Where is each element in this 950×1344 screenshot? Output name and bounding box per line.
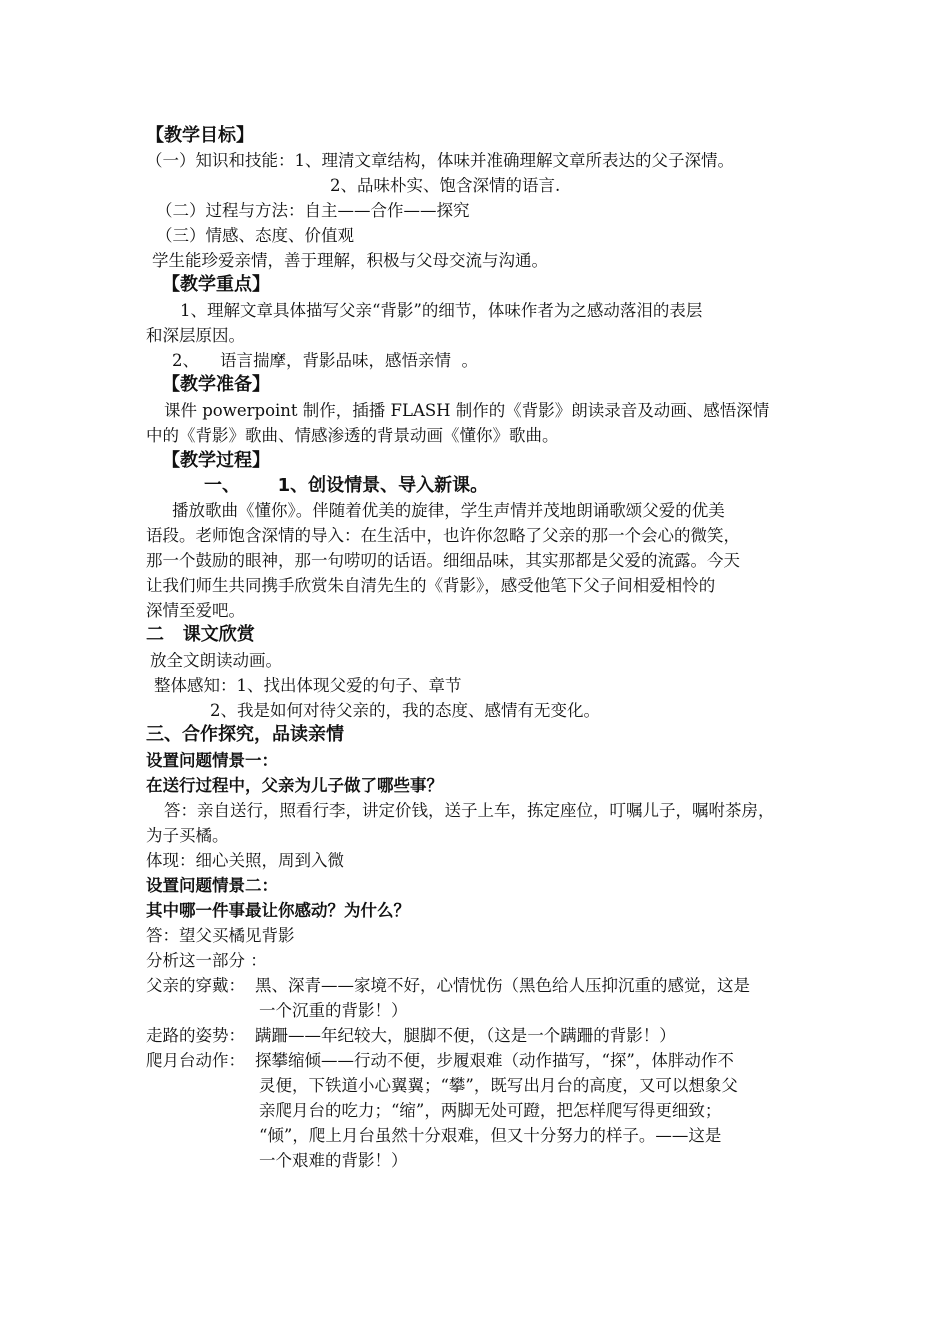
climb-text-1: 探攀缩倾——行动不便，步履艰难（动作描写，“探”，体胖动作不 bbox=[255, 1051, 734, 1070]
scene-1-reflection: 体现：细心关照，周到入微 bbox=[146, 851, 344, 870]
step-2-perceive: 整体感知：1、找出体现父爱的句子、章节 bbox=[154, 676, 462, 695]
intro-line-5: 深情至爱吧。 bbox=[146, 601, 245, 620]
dress-label: 父亲的穿戴： bbox=[146, 976, 245, 995]
scene-1-answer-1: 答：亲自送行，照看行李，讲定价钱，送子上车，拣定座位，叮嘱儿子，嘱咐茶房， bbox=[164, 801, 775, 820]
step-1-title: 一、 1、创设情景、导入新课。 bbox=[204, 475, 489, 496]
objective-method: （二）过程与方法：自主——合作——探究 bbox=[156, 201, 470, 220]
scene-2-question: 其中哪一件事最让你感动？为什么？ bbox=[146, 901, 410, 920]
scene-2-label: 设置问题情景二： bbox=[146, 876, 278, 895]
intro-line-4: 让我们师生共同携手欣赏朱自清先生的《背影》，感受他笔下父子间相爱相怜的 bbox=[146, 576, 716, 595]
preparation-line-1: 课件 powerpoint 制作，插播 FLASH 制作的《背影》朗读录音及动画、感悟深情 bbox=[164, 401, 770, 420]
step-2-play: 放全文朗读动画。 bbox=[150, 651, 282, 670]
heading-process: 【教学过程】 bbox=[162, 450, 270, 471]
walk-text-1: 蹒跚——年纪较大，腿脚不便，（这是一个蹒跚的背影！） bbox=[255, 1026, 676, 1045]
objective-emotion-text: 学生能珍爱亲情，善于理解，积极与父母交流与沟通。 bbox=[152, 251, 548, 270]
heading-key-points: 【教学重点】 bbox=[162, 274, 270, 295]
key-point-2: 2、 语言揣摩，背影品味，感悟亲情 。 bbox=[172, 351, 478, 370]
climb-label: 爬月台动作： bbox=[146, 1051, 245, 1070]
scene-1-answer-2: 为子买橘。 bbox=[146, 826, 229, 845]
intro-line-2: 语段。老师饱含深情的导入：在生活中，也许你忽略了父亲的那一个会心的微笑， bbox=[146, 526, 740, 545]
climb-text-3: 亲爬月台的吃力；“缩”，两脚无处可蹬，把怎样爬写得更细致； bbox=[259, 1101, 722, 1120]
intro-line-3: 那一个鼓励的眼神，那一句唠叨的话语。细细品味，其实那都是父爱的流露。今天 bbox=[146, 551, 740, 570]
climb-text-4: “倾”，爬上月台虽然十分艰难，但又十分努力的样子。——这是 bbox=[259, 1126, 722, 1145]
scene-1-label: 设置问题情景一： bbox=[146, 751, 278, 770]
dress-text-1: 黑、深青——家境不好，心情忧伤（黑色给人压抑沉重的感觉，这是 bbox=[255, 976, 750, 995]
scene-1-question: 在送行过程中，父亲为儿子做了哪些事？ bbox=[146, 776, 443, 795]
climb-text-5: 一个艰难的背影！） bbox=[259, 1151, 408, 1170]
step-2-title: 二 课文欣赏 bbox=[146, 624, 255, 645]
climb-text-2: 灵便，下铁道小心翼翼；“攀”，既写出月台的高度，又可以想象父 bbox=[259, 1076, 738, 1095]
heading-preparation: 【教学准备】 bbox=[162, 374, 270, 395]
objective-knowledge: （一）知识和技能：1、理清文章结构，体味并准确理解文章所表达的父子深情。 bbox=[146, 151, 734, 170]
objective-emotion: （三）情感、态度、价值观 bbox=[156, 226, 354, 245]
key-point-1-line-1: 1、理解文章具体描写父亲“背影”的细节，体味作者为之感动落泪的表层 bbox=[180, 301, 703, 320]
walk-label: 走路的姿势： bbox=[146, 1026, 245, 1045]
dress-text-2: 一个沉重的背影！） bbox=[259, 1001, 408, 1020]
intro-line-1: 播放歌曲《懂你》。伴随着优美的旋律，学生声情并茂地朗诵歌颂父爱的优美 bbox=[172, 501, 725, 520]
step-2-perceive-2: 2、我是如何对待父亲的，我的态度、感情有无变化。 bbox=[210, 701, 600, 720]
heading-objectives: 【教学目标】 bbox=[146, 125, 254, 146]
preparation-line-2: 中的《背影》歌曲、情感渗透的背景动画《懂你》歌曲。 bbox=[146, 426, 559, 445]
scene-2-answer: 答：望父买橘见背影 bbox=[146, 926, 295, 945]
objective-knowledge-2: 2、品味朴实、饱含深情的语言. bbox=[330, 176, 561, 195]
key-point-1-line-2: 和深层原因。 bbox=[146, 326, 245, 345]
analysis-label: 分析这一部分 ： bbox=[146, 951, 267, 970]
step-3-title: 三、合作探究，品读亲情 bbox=[146, 724, 344, 745]
